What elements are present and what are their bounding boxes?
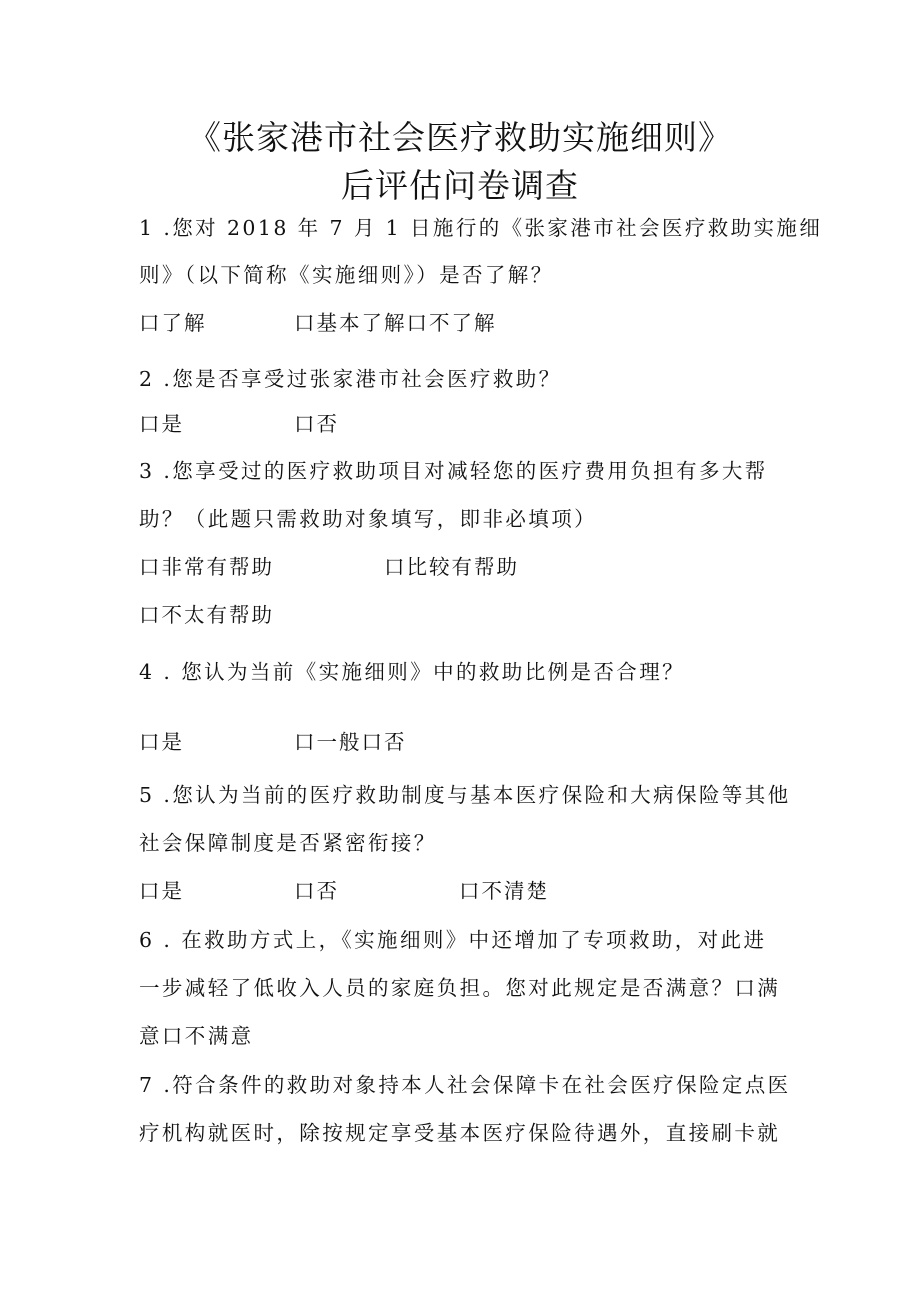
question-1-text-line-2: 则》（以下简称《实施细则》）是否了解？ xyxy=(139,263,554,287)
question-6-text-line-2: 一步减轻了低收入人员的家庭负担。您对此规定是否满意？口满 xyxy=(139,976,781,1000)
document-subtitle: 后评估问卷调查 xyxy=(341,166,579,205)
question-3-text-line-2: 助？（此题只需救助对象填写，即非必填项） xyxy=(139,507,597,531)
question-5-text-line-2: 社会保障制度是否紧密衔接？ xyxy=(139,831,437,855)
question-3-option-not-very-helpful-checkbox[interactable]: 口不太有帮助 xyxy=(139,603,274,627)
document-title: 《张家港市社会医疗救助实施细则》 xyxy=(188,118,732,157)
question-5-option-yes-checkbox[interactable]: 口是 xyxy=(139,879,184,903)
question-1-option-understand-checkbox[interactable]: 口了解 xyxy=(139,311,207,335)
question-3-option-fairly-helpful-checkbox[interactable]: 口比较有帮助 xyxy=(384,555,519,579)
question-1-text-line-1: 1 .您对 2018 年 7 月 1 日施行的《张家港市社会医疗救助实施细 xyxy=(139,216,823,240)
question-3-text-line-1: 3 .您享受过的医疗救助项目对减轻您的医疗费用负担有多大帮 xyxy=(139,459,768,483)
question-4-option-yes-checkbox[interactable]: 口是 xyxy=(139,730,184,754)
question-7-text-line-2: 疗机构就医时，除按规定享受基本医疗保险待遇外，直接刷卡就 xyxy=(139,1121,781,1145)
question-1-option-partial-checkbox[interactable]: 口基本了解口不了解 xyxy=(294,311,497,335)
question-6-text-line-3: 意口不满意 xyxy=(139,1024,254,1048)
question-4-option-average-no-checkbox[interactable]: 口一般口否 xyxy=(294,730,407,754)
question-2-text-line-1: 2 .您是否享受过张家港市社会医疗救助？ xyxy=(139,367,562,391)
question-6-text-line-1: 6 . 在救助方式上，《实施细则》中还增加了专项救助，对此进 xyxy=(139,928,767,952)
question-5-option-no-checkbox[interactable]: 口否 xyxy=(294,879,339,903)
question-2-option-yes-checkbox[interactable]: 口是 xyxy=(139,412,184,436)
question-2-option-no-checkbox[interactable]: 口否 xyxy=(294,412,339,436)
question-3-option-very-helpful-checkbox[interactable]: 口非常有帮助 xyxy=(139,555,274,579)
question-7-text-line-1: 7 .符合条件的救助对象持本人社会保障卡在社会医疗保险定点医 xyxy=(139,1073,791,1097)
question-4-text-line-1: 4 . 您认为当前《实施细则》中的救助比例是否合理？ xyxy=(139,660,685,684)
question-5-text-line-1: 5 .您认为当前的医疗救助制度与基本医疗保险和大病保险等其他 xyxy=(139,783,791,807)
question-5-option-unclear-checkbox[interactable]: 口不清楚 xyxy=(459,879,549,903)
